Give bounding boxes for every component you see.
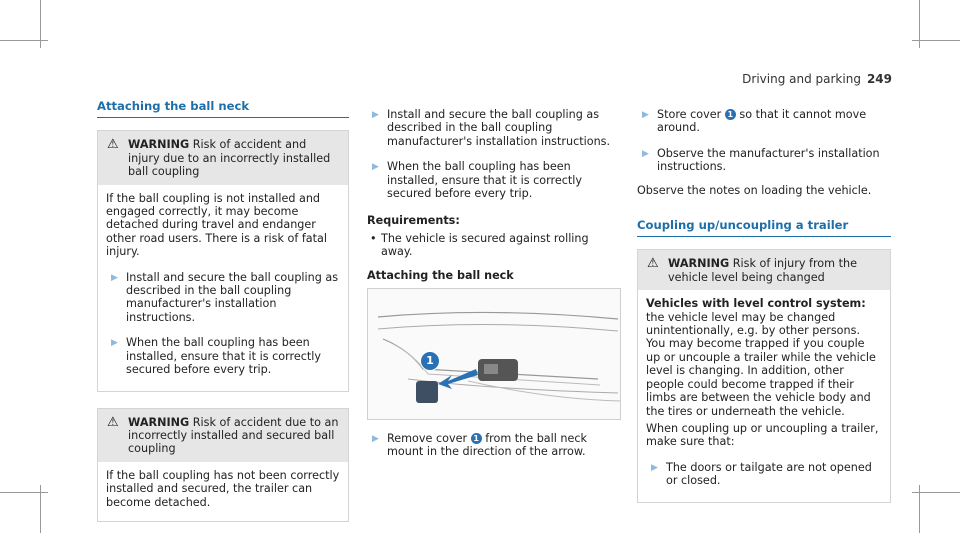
- warning-body: [98, 185, 348, 391]
- warning-text: [646, 297, 882, 418]
- warning-label: WARNING: [668, 257, 730, 271]
- warning-headline: Risk of injury from the vehicle level being changed: [668, 257, 857, 284]
- arrow-right-icon: ▶: [642, 110, 649, 120]
- warning-triangle-icon: ⚠: [107, 137, 119, 153]
- warning-triangle-icon: ⚠: [647, 256, 659, 272]
- arrow-right-icon: ▶: [372, 162, 379, 173]
- ball-neck-illustration: [367, 288, 621, 420]
- warning-triangle-icon: ⚠: [107, 414, 119, 430]
- crop-mark: [40, 485, 41, 533]
- subsection-title: Attaching the ball neck: [367, 268, 514, 282]
- warning-header: [98, 131, 348, 184]
- instruction-step: [106, 336, 340, 376]
- column-right: [637, 100, 891, 513]
- callout-badge: 1: [471, 433, 482, 444]
- arrow-right-icon: ▶: [111, 338, 118, 349]
- warning-body: [98, 462, 348, 521]
- warning-text: If the ball coupling has not been correctly installed and secured, the trailer can become detached.: [106, 468, 340, 509]
- instruction-step: [367, 108, 619, 148]
- note-text: Observe the notes on loading the vehicle.: [637, 183, 872, 197]
- arrow-right-icon: ▶: [642, 148, 649, 159]
- section-title: Coupling up/uncoupling a trailer: [637, 219, 891, 237]
- step-text: When the ball coupling has been installed, ensure that it is correctly secured before every trip.: [387, 160, 582, 201]
- requirements-label: Requirements:: [367, 214, 460, 228]
- section-title: Attaching the ball neck: [97, 100, 349, 118]
- instruction-step: [367, 432, 619, 459]
- step-text: The doors or tailgate are not opened or closed.: [666, 460, 872, 488]
- warning-bold-lead: Vehicles with level control system:: [646, 297, 866, 311]
- column-left: [97, 100, 349, 532]
- warning-text: If the ball coupling is not installed and engaged correctly, it may become detached during travel and endanger other road users. There is a risk of fatal injury.: [106, 191, 327, 259]
- page-number: 249: [866, 72, 892, 86]
- step-text: When the ball coupling has been installed, ensure that it is correctly secured before every trip.: [126, 336, 321, 377]
- warning-label: WARNING: [128, 415, 190, 429]
- step-text: Install and secure the ball coupling as described in the ball coupling manufacturer's installation instructions.: [126, 270, 339, 324]
- warning-body: [638, 290, 890, 501]
- step-text: Store cover: [657, 108, 722, 121]
- section-name: Driving and parking: [742, 72, 861, 86]
- crop-mark: [40, 0, 41, 48]
- instruction-step: [106, 271, 340, 325]
- crop-mark: [919, 485, 920, 533]
- arrow-right-icon: ▶: [372, 110, 379, 120]
- instruction-step: [646, 461, 882, 488]
- warning-text: When coupling up or uncoupling a trailer, make sure that:: [646, 421, 879, 449]
- page-header: [742, 72, 892, 86]
- warning-text-part: the vehicle level may be changed unintentionally, e.g. by other persons. You may become trapped if you couple up or uncouple a trailer while the vehicle level is changing. In addition, other people could become trapped if their limbs are between the vehicle body and the tires or underneath the vehicle.: [646, 310, 876, 418]
- step-text: from the ball neck mount in the direction of the arrow.: [387, 432, 588, 459]
- warning-box: [97, 408, 349, 522]
- warning-label: WARNING: [128, 138, 190, 152]
- requirement-item: • The vehicle is secured against rolling away.: [367, 232, 619, 259]
- callout-badge: 1: [420, 351, 440, 371]
- column-middle: [367, 100, 619, 465]
- arrow-right-icon: ▶: [111, 272, 118, 283]
- warning-box: [97, 130, 349, 391]
- warning-header: [638, 250, 890, 290]
- arrow-right-icon: ▶: [372, 434, 379, 445]
- warning-headline: Risk of accident and injury due to an incorrectly installed ball coupling: [128, 138, 331, 179]
- warning-headline: Risk of accident due to an incorrectly installed and secured ball coupling: [128, 415, 339, 456]
- crop-mark: [919, 0, 920, 48]
- instruction-step: [637, 108, 891, 135]
- step-text: Install and secure the ball coupling as described in the ball coupling manufacturer's installation instructions.: [387, 108, 611, 148]
- step-text: Remove cover: [387, 432, 468, 446]
- bumper-drawing: [368, 289, 620, 419]
- warning-box: [637, 249, 891, 502]
- step-text: Observe the manufacturer's installation instructions.: [657, 146, 880, 174]
- arrow-right-icon: ▶: [651, 462, 658, 473]
- step-text: so that it cannot move around.: [657, 108, 867, 135]
- instruction-step: [367, 160, 619, 200]
- warning-header: [98, 409, 348, 462]
- instruction-step: [637, 147, 891, 174]
- callout-badge: 1: [725, 109, 736, 120]
